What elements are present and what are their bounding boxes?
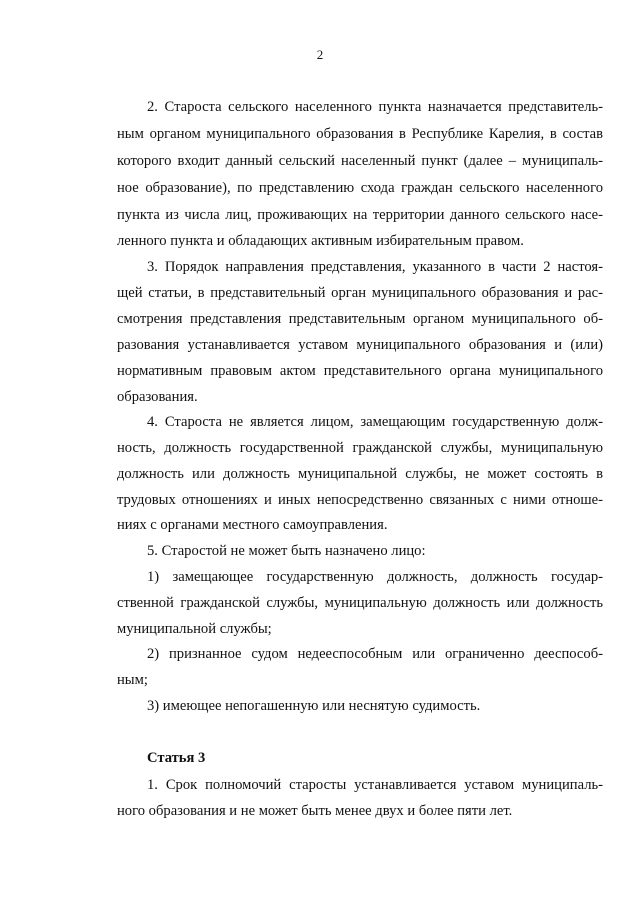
text-line: 4. Староста не является лицом, замещающим государственную долж- <box>147 414 603 430</box>
text-line: 3. Порядок направления представления, указанного в части 2 настоя- <box>147 259 603 275</box>
text-line: ниях с органами местного самоуправления. <box>117 517 388 533</box>
text-line: образования. <box>117 389 198 405</box>
text-line: трудовых отношениях и иных непосредственно связанных с ними отноше- <box>117 492 603 508</box>
text-line: 1. Срок полномочий старосты устанавливается уставом муниципаль- <box>147 777 603 793</box>
text-line: щей статьи, в представительный орган муниципального образования и рас- <box>117 285 603 301</box>
text-line: ность, должность государственной гражданской службы, муниципальную <box>117 440 603 456</box>
text-line: ленного пункта и обладающих активным избирательным правом. <box>117 233 524 249</box>
text-line: ным; <box>117 672 148 688</box>
page-number: 2 <box>316 47 324 62</box>
text-line: 1) замещающее государственную должность, должность государ- <box>147 569 603 585</box>
text-line: 5. Старостой не может быть назначено лицо: <box>147 543 426 559</box>
text-line: пункта из числа лиц, проживающих на территории данного сельского насе- <box>117 207 603 223</box>
article-heading: Статья 3 <box>147 750 206 766</box>
text-line: 2. Староста сельского населенного пункта назначается представитель- <box>147 99 603 115</box>
text-line: нормативным правовым актом представительного органа муниципального <box>117 363 603 379</box>
text-line: 3) имеющее непогашенную или неснятую судимость. <box>147 698 481 714</box>
text-line: которого входит данный сельский населенный пункт (далее – муниципаль- <box>117 153 603 169</box>
text-line: должность или должность муниципальной службы, не может состоять в <box>117 466 603 482</box>
text-line: ным органом муниципального образования в Республике Карелия, в состав <box>117 126 603 142</box>
text-line: ственной гражданской службы, муниципальную должность или должность <box>117 595 603 611</box>
text-line: разования устанавливается уставом муниципального образования и (или) <box>117 337 603 353</box>
text-line: ного образования и не может быть менее двух и более пяти лет. <box>117 803 513 819</box>
text-line: смотрения представления представительным органом муниципального об- <box>117 311 603 327</box>
text-line: ное образование), по представлению схода граждан сельского населенного <box>117 180 603 196</box>
text-line: муниципальной службы; <box>117 621 272 637</box>
text-line: 2) признанное судом недееспособным или ограниченно дееспособ- <box>147 646 603 662</box>
